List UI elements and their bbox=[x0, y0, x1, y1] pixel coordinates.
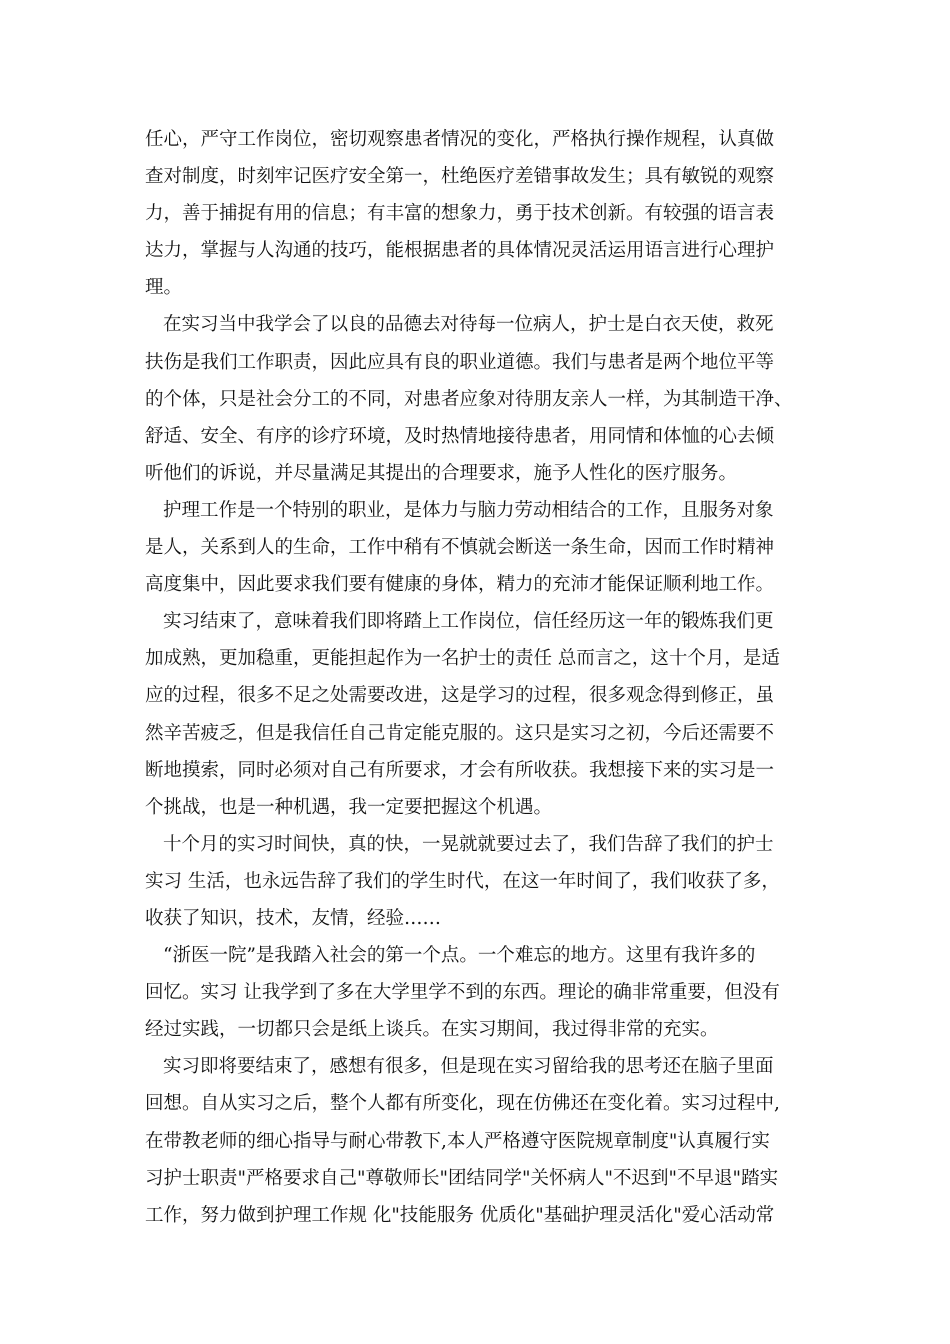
text-line: 个挑战，也是一种机遇，我一定要把握这个机遇。 bbox=[145, 796, 553, 818]
text-line: 的个体，只是社会分工的不同，对患者应象对待朋友亲人一样，为其制造干净、 bbox=[145, 388, 793, 410]
text-line: 高度集中，因此要求我们要有健康的身体，精力的充沛才能保证顺利地工作。 bbox=[145, 574, 775, 596]
text-line: 回想。自从实习之后，整个人都有所变化，现在仿佛还在变化着。实习过程中, bbox=[145, 1093, 780, 1115]
text-line: 在实习当中我学会了以良的品德去对待每一位病人，护士是白衣天使，救死 bbox=[163, 314, 774, 336]
text-line: 护理工作是一个特别的职业，是体力与脑力劳动相结合的工作，且服务对象 bbox=[163, 499, 774, 521]
text-line: 回忆。实习 让我学到了多在大学里学不到的东西。理论的确非常重要，但没有 bbox=[145, 982, 780, 1004]
text-line: 是人，关系到人的生命，工作中稍有不慎就会断送一条生命，因而工作时精神 bbox=[145, 537, 775, 559]
text-line: 理。 bbox=[145, 277, 183, 299]
text-line: 任心，严守工作岗位，密切观察患者情况的变化，严格执行操作规程，认真做 bbox=[145, 129, 775, 150]
text-line: 查对制度，时刻牢记医疗安全第一，杜绝医疗差错事故发生；具有敏锐的观察 bbox=[145, 166, 775, 188]
text-line: 达力，掌握与人沟通的技巧，能根据患者的具体情况灵活运用语言进行心理护 bbox=[145, 240, 775, 262]
text-line: 扶伤是我们工作职责，因此应具有良的职业道德。我们与患者是两个地位平等 bbox=[145, 351, 775, 373]
text-line: 舒适、安全、有序的诊疗环境，及时热情地接待患者，用同情和体恤的心去倾 bbox=[145, 425, 775, 447]
text-line: 加成熟，更加稳重，更能担起作为一名护士的责任 总而言之，这十个月，是适 bbox=[145, 648, 780, 670]
text-line: 在带教老师的细心指导与耐心带教下,本人严格遵守医院规章制度"认真履行实 bbox=[145, 1130, 770, 1152]
text-line: 收获了知识，技术，友情，经验…… bbox=[145, 907, 442, 929]
text-line: 工作，努力做到护理工作规 化"技能服务 优质化"基础护理灵活化"爱心活动常 bbox=[145, 1204, 775, 1226]
text-line: 然辛苦疲乏，但是我信任自己肯定能克服的。这只是实习之初，今后还需要不 bbox=[145, 722, 775, 744]
text-line: “浙医一院”是我踏入社会的第一个点。一个难忘的地方。这里有我许多的 bbox=[163, 945, 756, 967]
text-line: 十个月的实习时间快，真的快，一晃就就要过去了，我们告辞了我们的护士 bbox=[163, 833, 774, 855]
text-line: 习护士职责"严格要求自己"尊敬师长"团结同学"关怀病人"不迟到"不早退"踏实 bbox=[145, 1167, 779, 1189]
text-line: 断地摸索，同时必须对自己有所要求，才会有所收获。我想接下来的实习是一 bbox=[145, 759, 775, 781]
text-line: 力，善于捕捉有用的信息；有丰富的想象力，勇于技术创新。有较强的语言表 bbox=[145, 203, 775, 225]
text-line: 经过实践，一切都只会是纸上谈兵。在实习期间，我过得非常的充实。 bbox=[145, 1019, 719, 1041]
text-line: 实习 生活，也永远告辞了我们的学生时代，在这一年时间了，我们收获了多， bbox=[145, 870, 780, 892]
text-line: 应的过程，很多不足之处需要改进，这是学习的过程，很多观念得到修正，虽 bbox=[145, 685, 775, 707]
text-line: 听他们的诉说，并尽量满足其提出的合理要求，施予人性化的医疗服务。 bbox=[145, 462, 738, 484]
text-line: 实习结束了，意味着我们即将踏上工作岗位，信任经历这一年的锻炼我们更 bbox=[163, 611, 774, 633]
document-body bbox=[145, 121, 815, 1234]
text-line: 实习即将要结束了，感想有很多，但是现在实习留给我的思考还在脑子里面 bbox=[163, 1056, 774, 1078]
